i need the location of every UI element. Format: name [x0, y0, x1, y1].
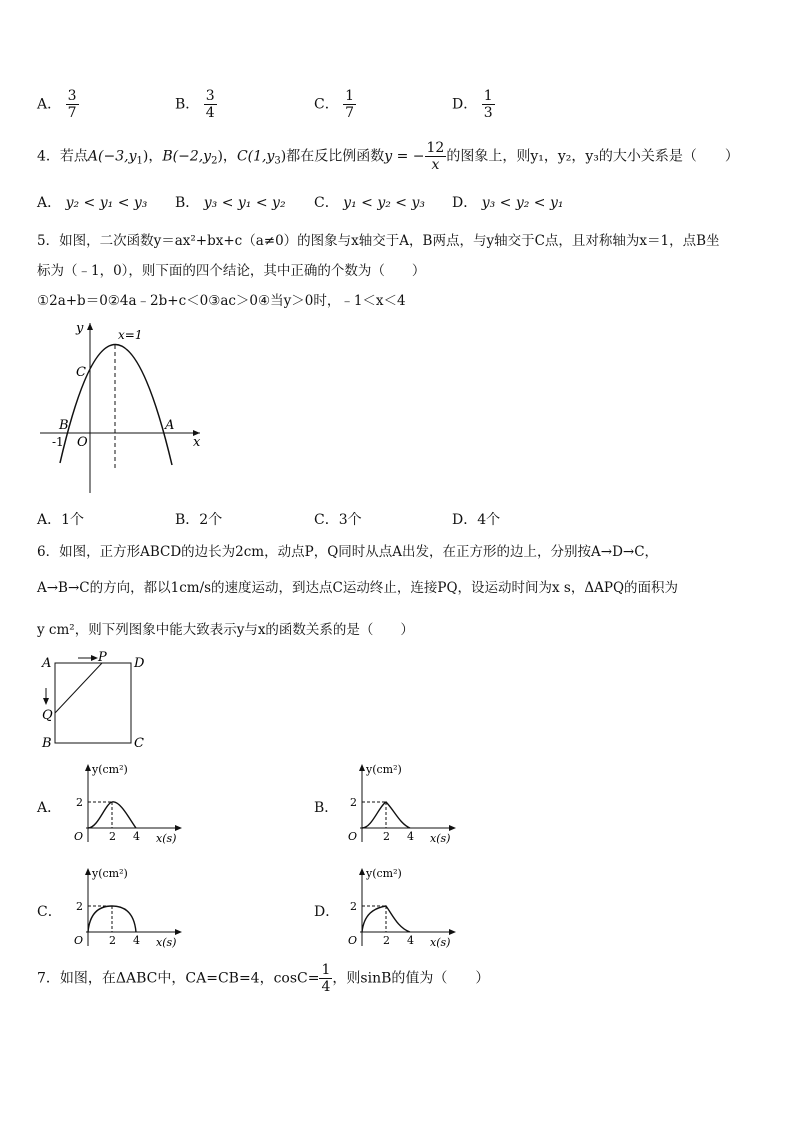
q6-square-figure [36, 648, 156, 753]
point-c-label: C [76, 365, 86, 380]
y-axis-arrow [85, 764, 91, 771]
x-axis-arrow [449, 929, 456, 935]
x-tick-2: 2 [109, 934, 116, 947]
q5-parabola-graph [30, 315, 210, 500]
q5-option-c: C．3个 [314, 512, 362, 528]
x-tick-2: 2 [383, 934, 390, 947]
x-axis-label: x(s) [430, 936, 451, 949]
q4-stem: 4．若点$A(-3,y_1)$，$B(-2,y_2)$，$C(1,y_3)$都在反比例函数y = − $\frac{12}{x}$ 的图象上，则y₁，y₂，y₃的大小关系是（ ） [37, 140, 739, 173]
y-tick-2: 2 [76, 900, 83, 913]
y-axis-arrow [359, 764, 365, 771]
segment-pq [55, 663, 102, 713]
x-axis-arrow [175, 929, 182, 935]
origin-label: O [348, 830, 358, 843]
x-label: x [193, 435, 201, 450]
y-label: y [76, 321, 84, 336]
y-axis-label: y(cm²) [366, 867, 402, 880]
fraction: $\frac{1}{3}$ [483, 88, 493, 121]
origin-label: O [74, 830, 84, 843]
square-abcd [55, 663, 131, 743]
q6-option-c-graph [60, 864, 190, 954]
vertex-a-label: A [42, 656, 52, 671]
point-b-label: B [59, 418, 69, 433]
q6-option-b-graph [334, 760, 464, 850]
y-tick-2: 2 [76, 796, 83, 809]
point-q-label: Q [42, 708, 53, 723]
y-tick-2: 2 [350, 796, 357, 809]
y-axis-label: y(cm²) [92, 867, 128, 880]
vertex-d-label: D [134, 656, 145, 671]
vertex-c-label: C [134, 736, 144, 751]
fraction: $\frac{1}{4}$ [321, 962, 331, 995]
fraction: $\frac{3}{7}$ [67, 88, 77, 121]
x-axis-label: x(s) [430, 832, 451, 845]
q3-option-d: D． $\frac{1}{3}$ [452, 88, 493, 121]
q3-option-c: C． $\frac{1}{7}$ [314, 88, 355, 121]
neg-one-label: -1 [52, 435, 64, 449]
fraction: $\frac{3}{4}$ [205, 88, 215, 121]
x-axis-label: x(s) [156, 936, 177, 949]
q6-option-a-label: A． [37, 800, 62, 816]
y-axis-arrow [87, 323, 93, 330]
x-tick-4: 4 [133, 934, 140, 947]
q5-line2: 标为（﹣1，0），则下面的四个结论，其中正确的个数为（ ） [37, 263, 426, 279]
y-axis-arrow [359, 868, 365, 875]
q5-option-a: A．1个 [37, 512, 85, 528]
q4-option-d: D． y₃ < y₂ < y₁ [452, 195, 564, 211]
q3-option-a: A． $\frac{3}{7}$ [37, 88, 77, 121]
vertex-b-label: B [42, 736, 52, 751]
q4-option-b: B． y₃ < y₁ < y₂ [175, 195, 286, 211]
arrow-ad-head [91, 655, 98, 661]
q4-option-a: A． y₂ < y₁ < y₃ [37, 195, 148, 211]
fraction: $\frac{12}{x}$ [426, 140, 445, 173]
x-axis-arrow [175, 825, 182, 831]
origin-label: O [348, 934, 358, 947]
y-axis-label: y(cm²) [92, 763, 128, 776]
q6-line3: y cm²，则下列图象中能大致表示y与x的函数关系的是（ ） [37, 622, 414, 638]
q7-stem: 7．如图，在ΔABC中，CA=CB=4，cosC= $\frac{1}{4}$ ，则sinB的值为（ ） [37, 962, 490, 995]
x-axis-arrow [449, 825, 456, 831]
q6-option-b-label: B． [314, 800, 339, 816]
x-tick-2: 2 [109, 830, 116, 843]
arrow-ab-head [43, 698, 49, 705]
q5-line3: ①2a+b＝0②4a﹣2b+c＜0③ac＞0④当y＞0时，﹣1＜x＜4 [37, 293, 406, 309]
x-tick-2: 2 [383, 830, 390, 843]
x-tick-4: 4 [133, 830, 140, 843]
q6-line1: 6．如图，正方形ABCD的边长为2cm，动点P，Q同时从点A出发，在正方形的边上，分别按A→D→C， [37, 544, 659, 560]
y-axis-label: y(cm²) [366, 763, 402, 776]
point-a-label: A [165, 418, 175, 433]
fraction: $\frac{1}{7}$ [345, 88, 355, 121]
q4-option-c: C． y₁ < y₂ < y₃ [314, 195, 425, 211]
q6-line2: A→B→C的方向，都以1cm/s的速度运动，到达点C运动终止，连接PQ，设运动时间为x s，ΔAPQ的面积为 [37, 580, 679, 596]
x-axis-label: x(s) [156, 832, 177, 845]
x-tick-4: 4 [407, 934, 414, 947]
x-tick-4: 4 [407, 830, 414, 843]
point-p-label: P [98, 650, 107, 665]
q5-line1: 5．如图，二次函数y＝ax²+bx+c（a≠0）的图象与x轴交于A，B两点，与y轴交于C点，且对称轴为x＝1，点B坐 [37, 233, 720, 249]
axis-label: x=1 [118, 328, 143, 342]
q5-option-d: D．4个 [452, 512, 501, 528]
origin-label: O [74, 934, 84, 947]
q6-option-a-graph [60, 760, 190, 850]
origin-label: O [77, 435, 88, 450]
q6-option-c-label: C． [37, 904, 62, 920]
q6-option-d-graph [334, 864, 464, 954]
q6-option-d-label: D． [314, 904, 340, 920]
y-axis-arrow [85, 868, 91, 875]
q5-option-b: B．2个 [175, 512, 223, 528]
y-tick-2: 2 [350, 900, 357, 913]
q3-option-b: B． $\frac{3}{4}$ [175, 88, 215, 121]
